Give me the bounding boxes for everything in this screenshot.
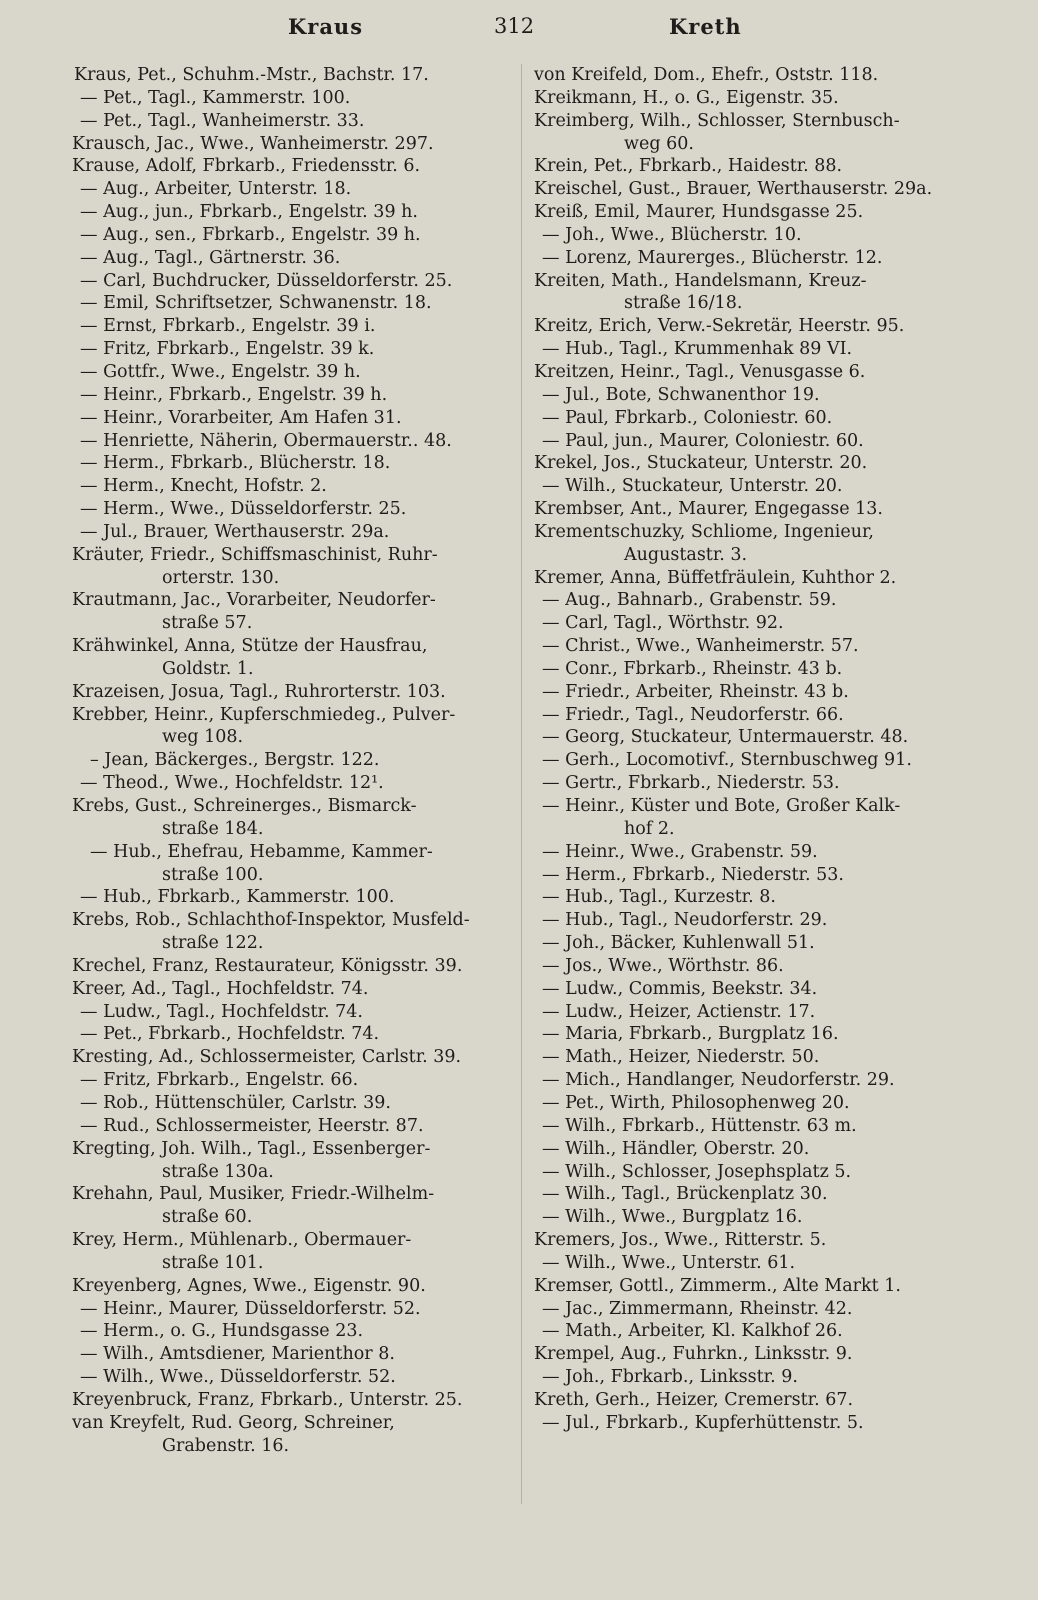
directory-entry-line: — Hub., Tagl., Krummenhak 89 VI.	[542, 339, 853, 360]
directory-entry-line: — Rob., Hüttenschüler, Carlstr. 39.	[80, 1092, 391, 1113]
directory-entry-line: — Friedr., Arbeiter, Rheinstr. 43 b.	[542, 681, 849, 702]
directory-entry-line: — Math., Heizer, Niederstr. 50.	[542, 1047, 820, 1068]
directory-entry-line: — Theod., Wwe., Hochfeldstr. 12¹.	[80, 773, 384, 794]
directory-entry-line: Krembser, Ant., Maurer, Engegasse 13.	[534, 499, 883, 520]
directory-entry-line: — Jul., Fbrkarb., Kupferhüttenstr. 5.	[542, 1412, 864, 1433]
directory-entry-line: Krechel, Franz, Restaurateur, Königsstr. 39.	[72, 955, 463, 976]
directory-entry-line: Grabenstr. 16.	[162, 1435, 290, 1456]
directory-entry-line: — Hub., Tagl., Neudorferstr. 29.	[542, 910, 828, 931]
directory-entry-line: Krebber, Heinr., Kupferschmiedeg., Pulver-	[72, 704, 456, 725]
directory-entry-line: — Gerh., Locomotivf., Sternbuschweg 91.	[542, 750, 912, 771]
directory-entry-line: — Carl, Tagl., Wörthstr. 92.	[542, 613, 784, 634]
directory-entry-line: straße 57.	[162, 613, 253, 634]
directory-entry-line: — Aug., Arbeiter, Unterstr. 18.	[80, 179, 352, 200]
directory-entry-line: — Wilh., Fbrkarb., Hüttenstr. 63 m.	[542, 1115, 857, 1136]
directory-entry-line: — Lorenz, Maurerges., Blücherstr. 12.	[542, 247, 883, 268]
directory-entry-line: — Heinr., Küster und Bote, Großer Kalk-	[542, 796, 901, 816]
directory-entry-line: — Pet., Wirth, Philosophenweg 20.	[542, 1092, 850, 1113]
directory-entry-line: — Jos., Wwe., Wörthstr. 86.	[542, 955, 784, 976]
directory-entry-line: weg 60.	[624, 133, 694, 154]
directory-entry-line: Krausch, Jac., Wwe., Wanheimerstr. 297.	[72, 133, 434, 154]
directory-entry-line: — Joh., Fbrkarb., Linksstr. 9.	[542, 1367, 798, 1388]
left-column	[72, 64, 512, 1457]
directory-entry-line: straße 60.	[162, 1207, 253, 1228]
directory-entry-line: — Pet., Fbrkarb., Hochfeldstr. 74.	[80, 1024, 380, 1045]
directory-entry-line: weg 108.	[162, 727, 244, 748]
directory-entry-line: — Fritz, Fbrkarb., Engelstr. 39 k.	[80, 339, 375, 360]
header-right-catchword: Kreth	[669, 14, 742, 39]
directory-entry-line: — Heinr., Maurer, Düsseldorferstr. 52.	[80, 1298, 421, 1319]
directory-entry-line: straße 16/18.	[624, 293, 743, 314]
directory-entry-line: — Herm., Knecht, Hofstr. 2.	[80, 476, 327, 497]
directory-entry-line: Augustastr. 3.	[624, 544, 748, 565]
directory-entry-line: hof 2.	[624, 818, 675, 839]
directory-entry-line: — Herm., Fbrkarb., Niederstr. 53.	[542, 864, 844, 885]
directory-entry-line: Krebs, Rob., Schlachthof-Inspektor, Musfeld-	[72, 910, 470, 931]
directory-entry-line: — Wilh., Tagl., Brückenplatz 30.	[542, 1184, 828, 1205]
directory-entry-line: Kreiten, Math., Handelsmann, Kreuz-	[534, 270, 867, 291]
directory-entry-line: — Wilh., Händler, Oberstr. 20.	[542, 1138, 810, 1159]
directory-entry-line: straße 184.	[162, 818, 264, 839]
directory-entry-line: Kregting, Joh. Wilh., Tagl., Essenberger-	[72, 1138, 431, 1159]
directory-entry-line: Kreitzen, Heinr., Tagl., Venusgasse 6.	[534, 361, 866, 382]
directory-entry-line: — Paul, jun., Maurer, Coloniestr. 60.	[542, 430, 864, 451]
directory-entry-line: — Aug., Tagl., Gärtnerstr. 36.	[80, 247, 341, 268]
directory-entry-line: Kremer, Anna, Büffetfräulein, Kuhthor 2.	[534, 567, 897, 588]
directory-entry-line: — Hub., Ehefrau, Hebamme, Kammer-	[90, 841, 433, 862]
directory-entry-line: — Wilh., Schlosser, Josephsplatz 5.	[542, 1161, 852, 1182]
directory-entry-line: — Fritz, Fbrkarb., Engelstr. 66.	[80, 1070, 359, 1091]
directory-entry-line: Kreischel, Gust., Brauer, Werthauserstr. 29a.	[534, 179, 933, 200]
directory-entry-line: — Heinr., Vorarbeiter, Am Hafen 31.	[80, 407, 402, 428]
right-column	[534, 64, 966, 1435]
directory-entry-line: Kreyenbruck, Franz, Fbrkarb., Unterstr. 25.	[72, 1389, 463, 1410]
directory-entry-line: Krein, Pet., Fbrkarb., Haidestr. 88.	[534, 156, 843, 177]
directory-entry-line: von Kreifeld, Dom., Ehefr., Oststr. 118.	[534, 65, 879, 85]
directory-entry-line: Krähwinkel, Anna, Stütze der Hausfrau,	[72, 636, 428, 657]
directory-entry-line: — Ernst, Fbrkarb., Engelstr. 39 i.	[80, 316, 376, 337]
directory-entry-line: — Mich., Handlanger, Neudorferstr. 29.	[542, 1070, 895, 1091]
directory-entry-line: — Wilh., Stuckateur, Unterstr. 20.	[542, 476, 843, 497]
column-divider	[521, 64, 522, 1504]
directory-entry-line: — Ludw., Tagl., Hochfeldstr. 74.	[80, 1001, 363, 1022]
page-number: 312	[494, 14, 535, 38]
directory-entry-line: — Heinr., Wwe., Grabenstr. 59.	[542, 841, 818, 862]
directory-entry-line: Kreimberg, Wilh., Schlosser, Sternbusch-	[534, 110, 900, 131]
directory-entry-line: Kreyenberg, Agnes, Wwe., Eigenstr. 90.	[72, 1275, 426, 1296]
directory-entry-line: Goldstr. 1.	[162, 658, 254, 679]
directory-entry-line: — Jul., Brauer, Werthauserstr. 29a.	[80, 521, 390, 542]
directory-entry-line: Krause, Adolf, Fbrkarb., Friedensstr. 6.	[72, 156, 421, 177]
directory-entry-line: Kremser, Gottl., Zimmerm., Alte Markt 1.	[534, 1275, 901, 1296]
directory-entry-line: — Paul, Fbrkarb., Coloniestr. 60.	[542, 407, 833, 428]
directory-entry-line: straße 101.	[162, 1252, 264, 1273]
directory-entry-line: Krey, Herm., Mühlenarb., Obermauer-	[72, 1230, 412, 1251]
directory-entry-line: van Kreyfelt, Rud. Georg, Schreiner,	[72, 1412, 395, 1433]
directory-entry-line: Krementschuzky, Schliome, Ingenieur,	[534, 521, 874, 542]
directory-entry-line: – Jean, Bäckerges., Bergstr. 122.	[90, 750, 380, 771]
directory-entry-line: — Gottfr., Wwe., Engelstr. 39 h.	[80, 361, 361, 382]
directory-entry-line: — Ludw., Heizer, Actienstr. 17.	[542, 1001, 816, 1022]
directory-entry-line: — Henriette, Näherin, Obermauerstr.. 48.	[80, 430, 452, 451]
directory-entry-line: Kreitz, Erich, Verw.-Sekretär, Heerstr. 95.	[534, 316, 905, 337]
directory-entry-line: — Maria, Fbrkarb., Burgplatz 16.	[542, 1024, 839, 1045]
directory-entry-line: — Wilh., Wwe., Unterstr. 61.	[542, 1252, 796, 1273]
directory-entry-line: — Aug., Bahnarb., Grabenstr. 59.	[542, 590, 837, 611]
directory-entry-line: — Joh., Bäcker, Kuhlenwall 51.	[542, 933, 815, 954]
directory-entry-line: Krekel, Jos., Stuckateur, Unterstr. 20.	[534, 453, 868, 474]
directory-entry-line: — Christ., Wwe., Wanheimerstr. 57.	[542, 636, 859, 657]
directory-entry-line: — Heinr., Fbrkarb., Engelstr. 39 h.	[80, 384, 388, 405]
running-head	[0, 14, 1038, 44]
directory-entry-line: — Aug., sen., Fbrkarb., Engelstr. 39 h.	[80, 224, 421, 245]
directory-entry-line: Krehahn, Paul, Musiker, Friedr.-Wilhelm-	[72, 1184, 435, 1205]
directory-entry-line: Kresting, Ad., Schlossermeister, Carlstr. 39.	[72, 1047, 462, 1068]
directory-entry-line: — Math., Arbeiter, Kl. Kalkhof 26.	[542, 1321, 843, 1342]
directory-entry-line: — Carl, Buchdrucker, Düsseldorferstr. 25.	[80, 270, 453, 291]
directory-entry-line: — Jul., Bote, Schwanenthor 19.	[542, 384, 820, 405]
directory-entry-line: Krautmann, Jac., Vorarbeiter, Neudorfer-	[72, 590, 436, 611]
directory-entry-line: — Gertr., Fbrkarb., Niederstr. 53.	[542, 773, 840, 794]
directory-entry-line: Krempel, Aug., Fuhrkn., Linksstr. 9.	[534, 1344, 853, 1365]
directory-entry-line: straße 130a.	[162, 1161, 274, 1182]
directory-entry-line: — Joh., Wwe., Blücherstr. 10.	[542, 224, 802, 245]
directory-entry-line: — Emil, Schriftsetzer, Schwanenstr. 18.	[80, 293, 432, 314]
directory-entry-line: — Georg, Stuckateur, Untermauerstr. 48.	[542, 727, 909, 748]
directory-entry-line: — Wilh., Wwe., Düsseldorferstr. 52.	[80, 1367, 396, 1388]
directory-entry-line: Kreth, Gerh., Heizer, Cremerstr. 67.	[534, 1389, 854, 1410]
directory-entry-line: straße 100.	[162, 864, 264, 885]
directory-entry-line: straße 122.	[162, 933, 264, 954]
directory-entry-line: Kreikmann, H., o. G., Eigenstr. 35.	[534, 87, 839, 108]
directory-entry-line: — Pet., Tagl., Wanheimerstr. 33.	[80, 110, 365, 131]
directory-entry-line: — Hub., Fbrkarb., Kammerstr. 100.	[80, 887, 395, 908]
directory-entry-line: — Herm., o. G., Hundsgasse 23.	[80, 1321, 364, 1342]
directory-entry-line: Kremers, Jos., Wwe., Ritterstr. 5.	[534, 1230, 827, 1251]
directory-entry-line: Kräuter, Friedr., Schiffsmaschinist, Ruhr-	[72, 544, 438, 565]
directory-entry-line: — Aug., jun., Fbrkarb., Engelstr. 39 h.	[80, 202, 418, 223]
directory-entry-line: — Jac., Zimmermann, Rheinstr. 42.	[542, 1298, 853, 1319]
directory-entry-line: — Hub., Tagl., Kurzestr. 8.	[542, 887, 776, 908]
directory-entry-line: — Rud., Schlossermeister, Heerstr. 87.	[80, 1115, 424, 1136]
directory-entry-line: — Pet., Tagl., Kammerstr. 100.	[80, 87, 351, 108]
directory-entry-line: — Wilh., Amtsdiener, Marienthor 8.	[80, 1344, 395, 1365]
directory-entry-line: Kreiß, Emil, Maurer, Hundsgasse 25.	[534, 202, 864, 223]
directory-entry-line: — Herm., Fbrkarb., Blücherstr. 18.	[80, 453, 391, 474]
directory-entry-line: — Friedr., Tagl., Neudorferstr. 66.	[542, 704, 844, 725]
directory-entry-line: — Herm., Wwe., Düsseldorferstr. 25.	[80, 499, 407, 520]
directory-entry-line: — Conr., Fbrkarb., Rheinstr. 43 b.	[542, 658, 843, 679]
directory-entry-line: orterstr. 130.	[162, 567, 280, 588]
directory-entry-line: Krebs, Gust., Schreinerges., Bismarck-	[72, 796, 417, 816]
directory-entry-line: Krazeisen, Josua, Tagl., Ruhrorterstr. 103.	[72, 681, 446, 702]
directory-entry-line: Kraus, Pet., Schuhm.-Mstr., Bachstr. 17.	[74, 65, 429, 85]
header-left-catchword: Kraus	[288, 14, 364, 39]
directory-entry-line: — Ludw., Commis, Beekstr. 34.	[542, 978, 818, 999]
directory-entry-line: — Wilh., Wwe., Burgplatz 16.	[542, 1207, 803, 1228]
directory-entry-line: Kreer, Ad., Tagl., Hochfeldstr. 74.	[72, 978, 369, 999]
